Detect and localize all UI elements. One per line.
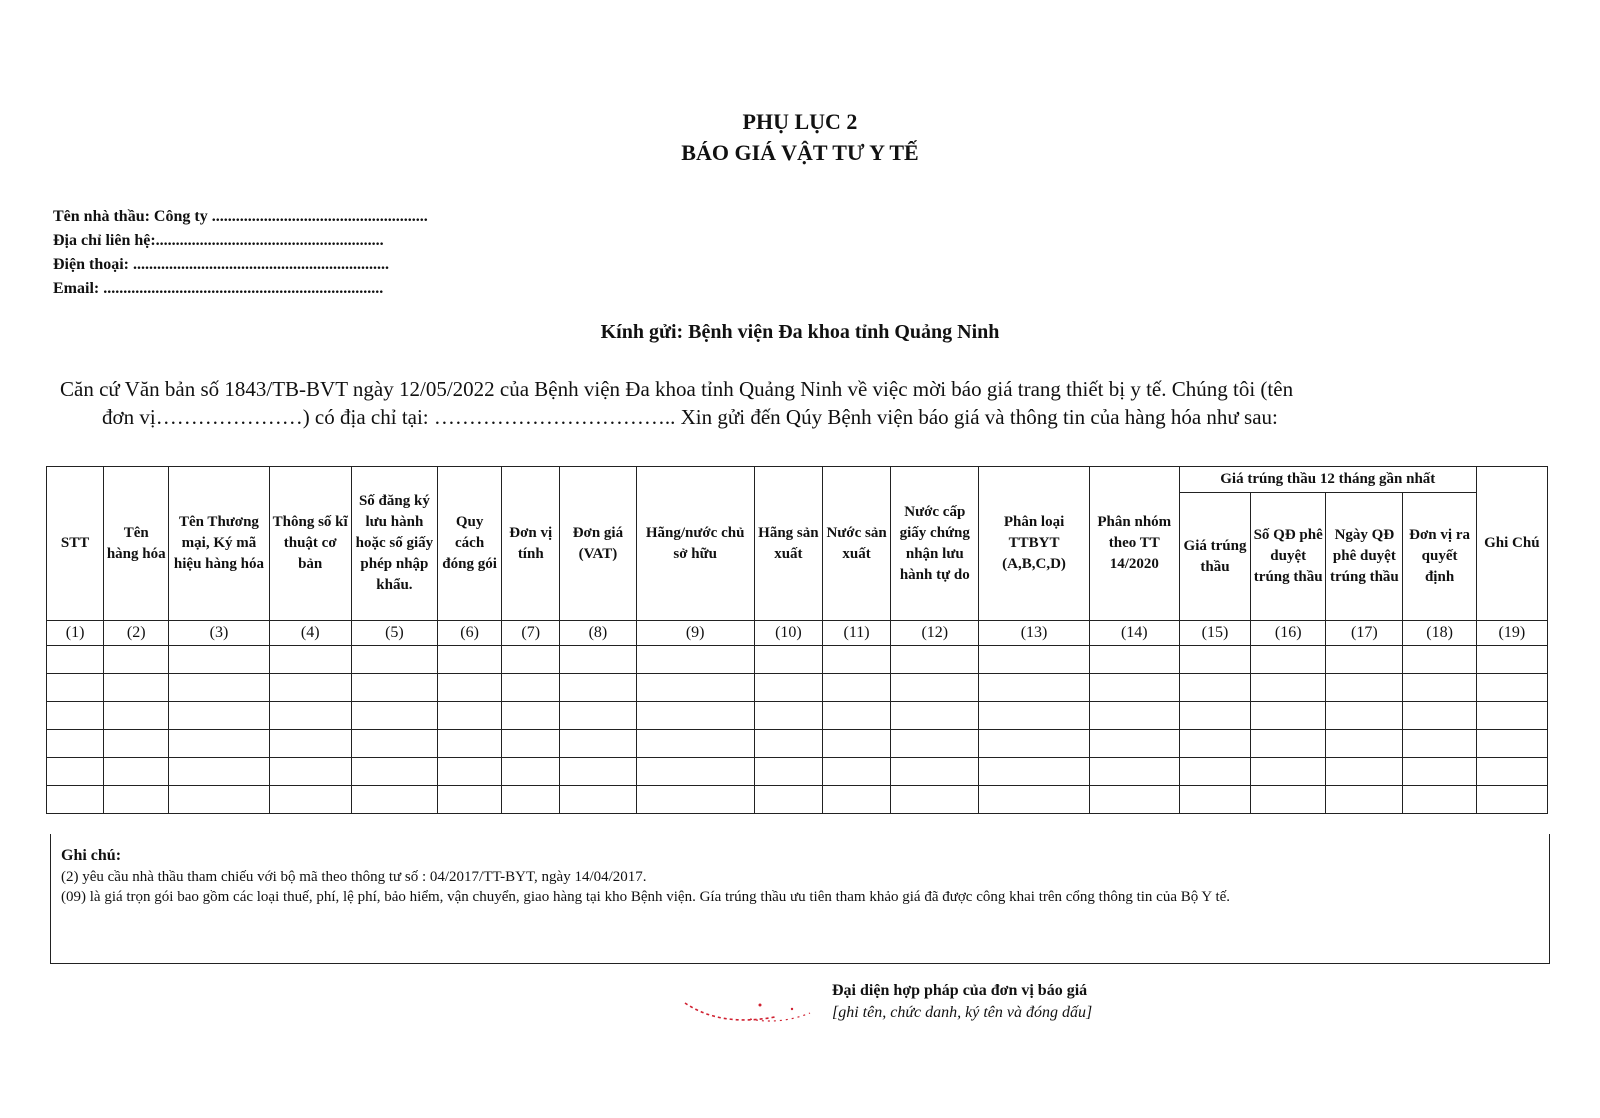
table-cell <box>1089 702 1179 730</box>
table-cell <box>351 646 437 674</box>
header-decision-issuer: Đơn vị ra quyết định <box>1403 493 1476 621</box>
table-cell <box>1326 758 1403 786</box>
table-cell <box>979 786 1089 814</box>
table-cell <box>1326 646 1403 674</box>
header-device-classification: Phân loại TTBYT (A,B,C,D) <box>979 467 1089 621</box>
header-trade-name: Tên Thương mại, Ký mã hiệu hàng hóa <box>169 467 269 621</box>
table-cell <box>979 758 1089 786</box>
quotation-table-wrapper <box>46 466 1548 814</box>
table-cell <box>269 646 351 674</box>
table-cell <box>1326 730 1403 758</box>
contractor-info <box>53 205 428 301</box>
table-cell <box>560 786 636 814</box>
contractor-email-line: Email: ...................................................................... <box>53 280 384 297</box>
table-cell <box>438 786 502 814</box>
header-winning-bid-group: Giá trúng thầu 12 tháng gần nhất <box>1179 467 1476 493</box>
table-cell <box>169 646 269 674</box>
table-cell <box>104 674 169 702</box>
table-cell <box>502 786 560 814</box>
table-cell <box>438 674 502 702</box>
document-title: BÁO GIÁ VẬT TƯ Y TẾ <box>681 140 919 165</box>
table-cell <box>502 646 560 674</box>
table-cell <box>822 674 890 702</box>
column-number: (11) <box>822 621 890 646</box>
note-item: (09) là giá trọn gói bao gồm các loại thuế, phí, lệ phí, bảo hiểm, vận chuyển, giao hàng tại kho Bệnh viện. Gía trúng thầu ưu tiên tham khảo giá đã được công khai trên cổng thông tin của Bộ Y tế. <box>61 889 1231 905</box>
column-number: (9) <box>636 621 754 646</box>
header-stt: STT <box>47 467 104 621</box>
table-cell <box>1179 758 1250 786</box>
table-cell <box>47 702 104 730</box>
column-number-row <box>47 621 1548 646</box>
table-cell <box>104 646 169 674</box>
table-cell <box>1403 758 1476 786</box>
table-cell <box>1476 786 1547 814</box>
intro-line-1: Căn cứ Văn bản số 1843/TB-BVT ngày 12/05/2022 của Bệnh viện Đa khoa tỉnh Quảng Ninh về việc mời báo giá trang thiết bị y tế. Chúng tôi (tên <box>60 377 1294 401</box>
column-number: (16) <box>1251 621 1326 646</box>
table-cell <box>560 702 636 730</box>
column-number: (1) <box>47 621 104 646</box>
table-cell <box>1403 646 1476 674</box>
table-cell <box>1179 646 1250 674</box>
notes-heading: Ghi chú: <box>61 847 122 864</box>
header-group: Phân nhóm theo TT 14/2020 <box>1089 467 1179 621</box>
table-cell <box>754 730 822 758</box>
header-registration-number: Số đăng ký lưu hành hoặc số giấy phép nhập khẩu. <box>351 467 437 621</box>
table-cell <box>502 758 560 786</box>
column-number: (5) <box>351 621 437 646</box>
table-cell <box>891 702 979 730</box>
table-cell <box>979 702 1089 730</box>
table-cell <box>1476 702 1547 730</box>
table-row <box>47 786 1548 814</box>
table-cell <box>269 758 351 786</box>
table-cell <box>269 674 351 702</box>
table-cell <box>1089 646 1179 674</box>
table-cell <box>351 702 437 730</box>
table-cell <box>351 674 437 702</box>
header-winning-price: Giá trúng thầu <box>1179 493 1250 621</box>
table-cell <box>891 674 979 702</box>
table-cell <box>502 702 560 730</box>
table-cell <box>636 786 754 814</box>
table-cell <box>47 758 104 786</box>
table-cell <box>169 730 269 758</box>
table-cell <box>169 702 269 730</box>
contractor-name-line: Tên nhà thầu: Công ty ...................................................... <box>53 208 428 225</box>
intro-paragraph <box>60 375 1530 431</box>
table-cell <box>1251 674 1326 702</box>
table-cell <box>979 646 1089 674</box>
table-cell <box>822 702 890 730</box>
table-cell <box>269 730 351 758</box>
table-cell <box>1179 674 1250 702</box>
table-cell <box>104 786 169 814</box>
contractor-phone-line: Điện thoại: ................................................................ <box>53 256 389 273</box>
table-cell <box>891 786 979 814</box>
table-cell <box>1089 786 1179 814</box>
table-cell <box>1403 674 1476 702</box>
table-cell <box>1326 674 1403 702</box>
header-notes: Ghi Chú <box>1476 467 1547 621</box>
intro-line-2: đơn vị…………………) có địa chỉ tại: …………………………….. Xin gửi đến Qúy Bệnh viện báo giá và thông tin của hàng hóa như sau: <box>102 405 1278 429</box>
column-number: (15) <box>1179 621 1250 646</box>
header-decision-number: Số QĐ phê duyệt trúng thầu <box>1251 493 1326 621</box>
table-cell <box>1179 730 1250 758</box>
table-cell <box>636 730 754 758</box>
notes-box <box>50 834 1550 964</box>
table-cell <box>754 674 822 702</box>
column-number: (8) <box>560 621 636 646</box>
table-cell <box>47 674 104 702</box>
table-cell <box>891 730 979 758</box>
table-cell <box>47 730 104 758</box>
quotation-table <box>46 466 1548 814</box>
table-cell <box>1251 702 1326 730</box>
header-unit-price: Đơn giá (VAT) <box>560 467 636 621</box>
signature-instruction: [ghi tên, chức danh, ký tên và đóng dấu] <box>832 1004 1093 1021</box>
table-cell <box>1089 758 1179 786</box>
table-cell <box>269 702 351 730</box>
table-cell <box>169 786 269 814</box>
table-cell <box>1179 702 1250 730</box>
header-specs: Thông số kĩ thuật cơ bản <box>269 467 351 621</box>
table-cell <box>822 758 890 786</box>
table-cell <box>822 646 890 674</box>
table-cell <box>104 702 169 730</box>
table-cell <box>438 758 502 786</box>
table-cell <box>1251 786 1326 814</box>
table-row <box>47 758 1548 786</box>
column-number: (19) <box>1476 621 1547 646</box>
table-cell <box>891 758 979 786</box>
column-number: (6) <box>438 621 502 646</box>
table-cell <box>1476 758 1547 786</box>
column-number: (17) <box>1326 621 1403 646</box>
column-number: (13) <box>979 621 1089 646</box>
header-unit: Đơn vị tính <box>502 467 560 621</box>
table-cell <box>1476 730 1547 758</box>
signature-title: Đại diện hợp pháp của đơn vị báo giá <box>832 982 1088 999</box>
table-cell <box>351 730 437 758</box>
table-cell <box>438 646 502 674</box>
table-cell <box>1251 646 1326 674</box>
table-row <box>47 730 1548 758</box>
table-body-empty-rows <box>47 646 1548 814</box>
table-cell <box>502 730 560 758</box>
table-cell <box>104 758 169 786</box>
table-cell <box>47 786 104 814</box>
table-cell <box>438 702 502 730</box>
table-row <box>47 702 1548 730</box>
table-cell <box>636 702 754 730</box>
table-row <box>47 646 1548 674</box>
table-cell <box>1403 702 1476 730</box>
table-cell <box>1476 646 1547 674</box>
table-cell <box>754 786 822 814</box>
stamp-mark <box>680 995 830 1035</box>
table-cell <box>891 646 979 674</box>
table-cell <box>351 786 437 814</box>
table-cell <box>754 702 822 730</box>
table-cell <box>979 674 1089 702</box>
header-packaging: Quy cách đóng gói <box>438 467 502 621</box>
column-number: (12) <box>891 621 979 646</box>
header-owner: Hãng/nước chủ sở hữu <box>636 467 754 621</box>
table-cell <box>1089 674 1179 702</box>
addressee: Kính gửi: Bệnh viện Đa khoa tỉnh Quảng Ninh <box>600 321 1000 343</box>
table-cell <box>636 758 754 786</box>
table-cell <box>1179 786 1250 814</box>
table-cell <box>351 758 437 786</box>
table-header-row <box>47 467 1548 493</box>
note-item: (2) yêu cầu nhà thầu tham chiếu với bộ mã theo thông tư số : 04/2017/TT-BYT, ngày 14/04/2017. <box>61 869 647 885</box>
table-cell <box>560 674 636 702</box>
table-cell <box>502 674 560 702</box>
table-cell <box>169 674 269 702</box>
column-number: (3) <box>169 621 269 646</box>
table-cell <box>560 646 636 674</box>
column-number: (18) <box>1403 621 1476 646</box>
table-cell <box>754 758 822 786</box>
header-product-name: Tên hàng hóa <box>104 467 169 621</box>
column-number: (7) <box>502 621 560 646</box>
column-number: (4) <box>269 621 351 646</box>
header-free-sale-certificate-country: Nước cấp giấy chứng nhận lưu hành tự do <box>891 467 979 621</box>
header-decision-date: Ngày QĐ phê duyệt trúng thầu <box>1326 493 1403 621</box>
table-cell <box>47 646 104 674</box>
signature-block <box>832 980 1092 1024</box>
column-number: (10) <box>754 621 822 646</box>
table-cell <box>1089 730 1179 758</box>
table-cell <box>1403 786 1476 814</box>
table-cell <box>1251 730 1326 758</box>
table-cell <box>1403 730 1476 758</box>
header-manufacturer: Hãng sản xuất <box>754 467 822 621</box>
table-cell <box>1251 758 1326 786</box>
table-cell <box>104 730 169 758</box>
appendix-label: PHỤ LỤC 2 <box>742 109 858 134</box>
table-cell <box>754 646 822 674</box>
table-cell <box>169 758 269 786</box>
table-cell <box>1326 786 1403 814</box>
table-cell <box>636 674 754 702</box>
table-cell <box>1326 702 1403 730</box>
table-cell <box>269 786 351 814</box>
column-number: (2) <box>104 621 169 646</box>
table-cell <box>822 730 890 758</box>
table-cell <box>1476 674 1547 702</box>
table-cell <box>636 646 754 674</box>
table-cell <box>560 730 636 758</box>
table-cell <box>438 730 502 758</box>
column-number: (14) <box>1089 621 1179 646</box>
contractor-address-line: Địa chỉ liên hệ:......................................................... <box>53 232 384 249</box>
table-row <box>47 674 1548 702</box>
table-cell <box>979 730 1089 758</box>
table-cell <box>560 758 636 786</box>
table-cell <box>822 786 890 814</box>
header-country-of-manufacture: Nước sản xuất <box>822 467 890 621</box>
